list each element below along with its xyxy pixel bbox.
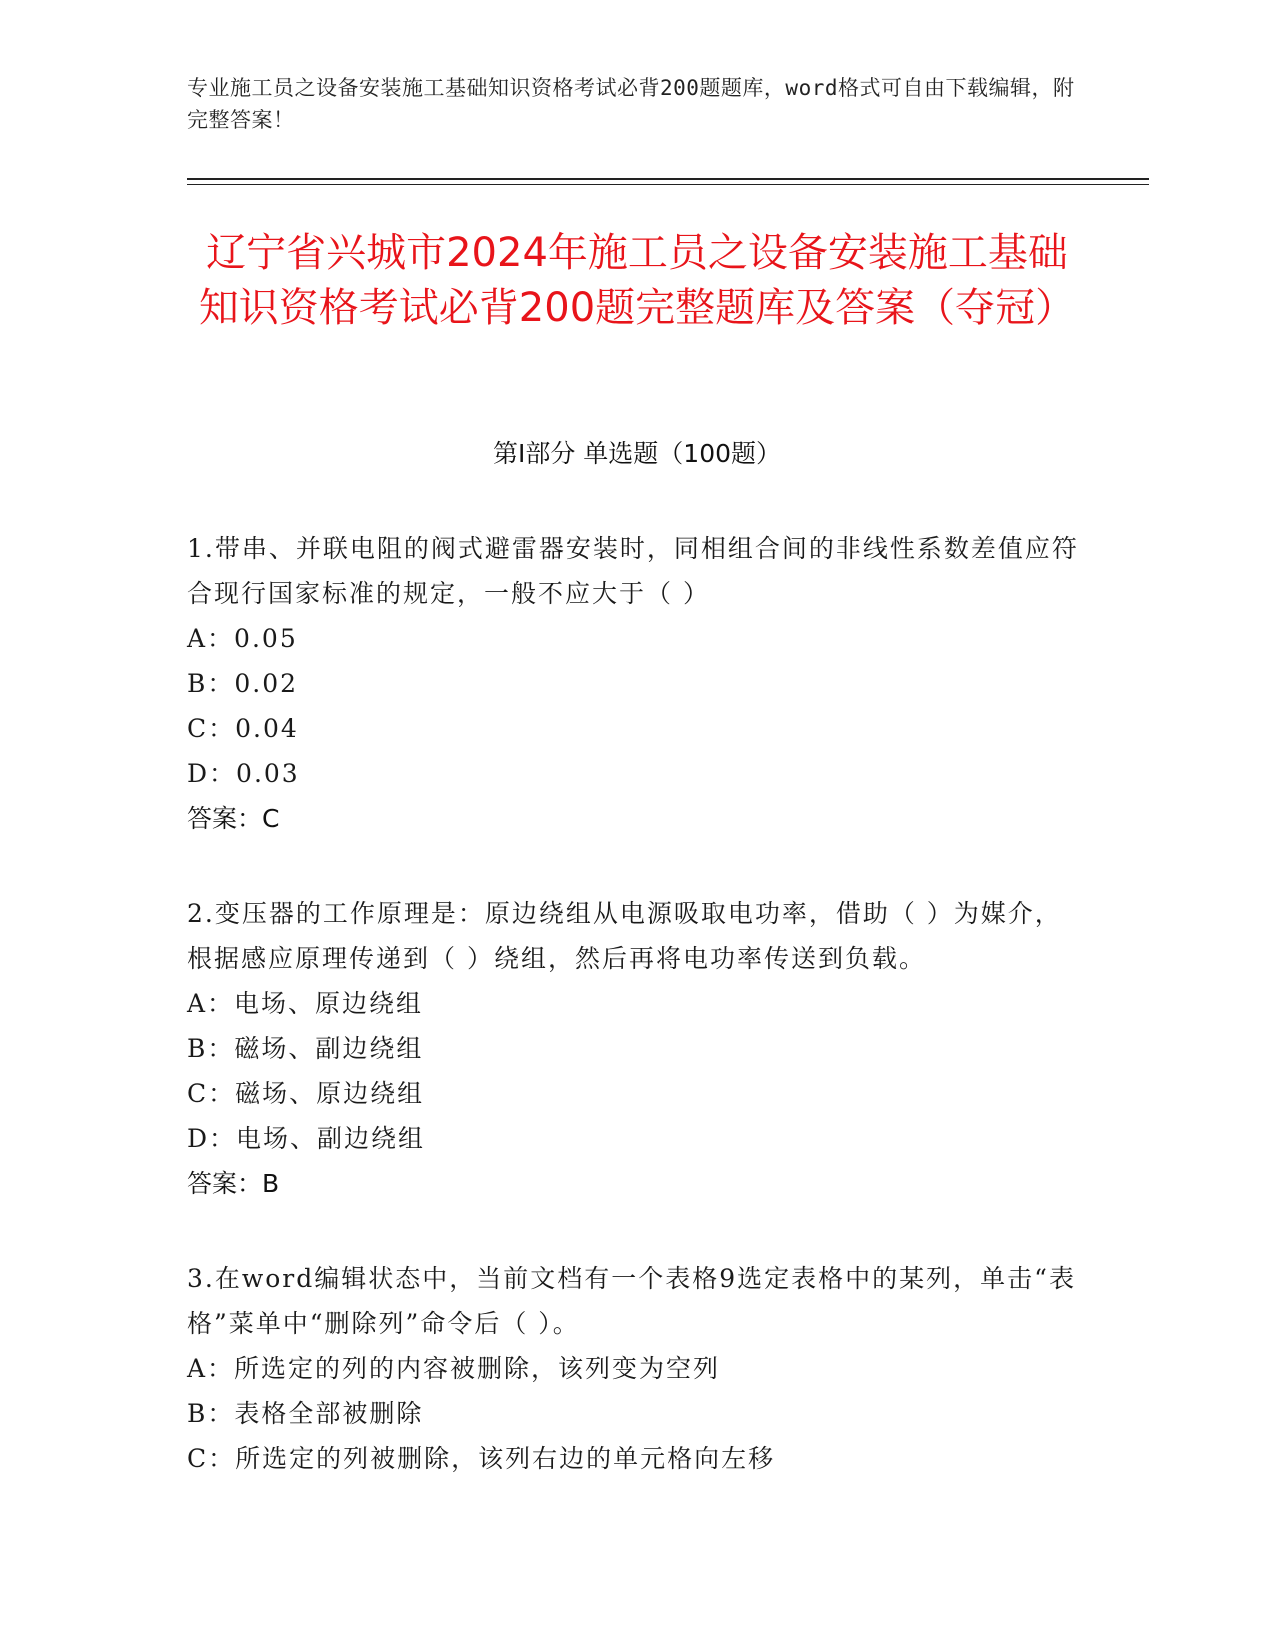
answer-line (187, 796, 1087, 841)
question-stem: 1.带串、并联电阻的阀式避雷器安装时，同相组合间的非线性系数差值应符合现行国家标准的规定，一般不应大于（ ） (187, 534, 1079, 608)
option-a: A：电场、原边绕组 (187, 989, 424, 1018)
option-d: D：0.03 (187, 759, 300, 788)
question-list (187, 526, 1087, 1531)
section-title: 第Ⅰ部分 单选题（100题） (492, 439, 782, 468)
header-divider-thick (187, 178, 1149, 180)
answer-value: B (262, 1169, 280, 1198)
question-1 (187, 526, 1087, 841)
option-b: B：0.02 (187, 669, 299, 698)
option-d: D：电场、副边绕组 (187, 1124, 426, 1153)
option-b: B：表格全部被删除 (187, 1399, 424, 1428)
option-c: C：磁场、原边绕组 (187, 1079, 425, 1108)
option-a: A：所选定的列的内容被删除，该列变为空列 (187, 1354, 721, 1383)
question-2 (187, 891, 1087, 1206)
option-b: B：磁场、副边绕组 (187, 1034, 424, 1063)
answer-label: 答案： (187, 1169, 263, 1198)
option-c: C：0.04 (187, 714, 299, 743)
answer-label: 答案： (187, 804, 263, 833)
answer-line (187, 1161, 1087, 1206)
question-stem: 3.在word编辑状态中，当前文档有一个表格9选定表格中的某列，单击“表格”菜单中“删除列”命令后（ ）。 (187, 1264, 1076, 1338)
question-3 (187, 1256, 1087, 1481)
answer-value: C (262, 804, 280, 833)
header-divider-thin (187, 184, 1149, 185)
option-a: A：0.05 (187, 624, 298, 653)
option-c: C：所选定的列被删除，该列右边的单元格向左移 (187, 1444, 776, 1473)
question-stem: 2.变压器的工作原理是：原边绕组从电源吸取电功率，借助（ ）为媒介，根据感应原理传递到（ ）绕组，然后再将电功率传送到负载。 (187, 899, 1062, 973)
document-title: 辽宁省兴城市2024年施工员之设备安装施工基础知识资格考试必背200题完整题库及答案（夺冠） (198, 230, 1076, 331)
header-note: 专业施工员之设备安装施工基础知识资格考试必背200题题库，word格式可自由下载编辑，附完整答案！ (187, 76, 1075, 132)
